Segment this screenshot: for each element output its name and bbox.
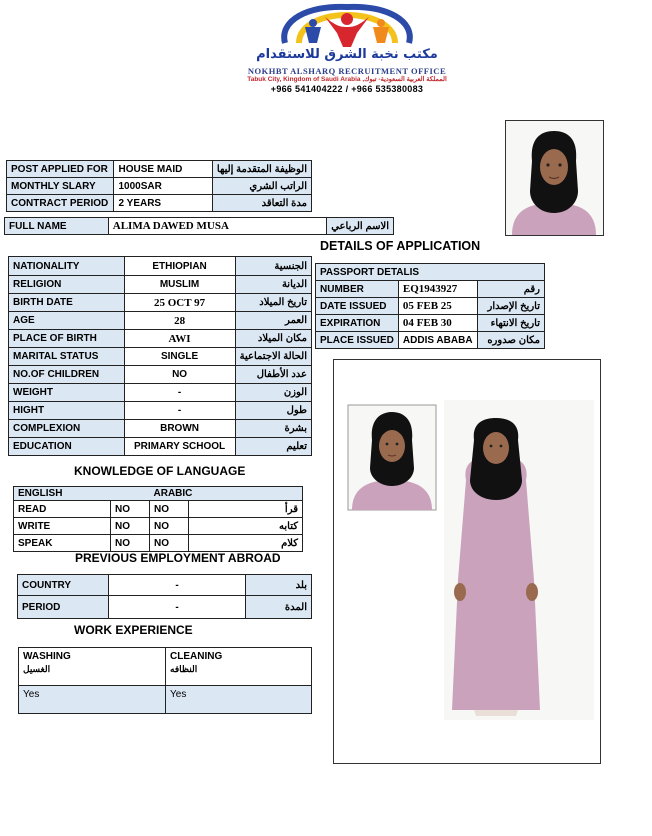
passport-number-value: EQ1943927 (398, 281, 477, 298)
table-row (9, 276, 312, 294)
table-row (18, 596, 312, 619)
full-name-table (4, 217, 394, 235)
office-address: Tabuk City, Kingdom of Saudi Arabia ,المملكة العربية السعودية- تبوك (247, 76, 447, 83)
birth-date-value: 25 OCT 97 (124, 294, 235, 312)
complexion-label-ar: بشرة (235, 420, 311, 438)
table-row (316, 264, 545, 281)
table-row (14, 487, 303, 501)
language-arabic-header: ARABIC (150, 487, 303, 501)
full-name-label-ar: الاسم الرباعي (327, 218, 394, 235)
marital-status-value: SINGLE (124, 348, 235, 366)
table-row (7, 178, 312, 195)
period-label-ar: المدة (246, 596, 312, 619)
birth-date-label-ar: تاريخ الميلاد (235, 294, 311, 312)
post-label: POST APPLIED FOR (7, 161, 114, 178)
table-row (9, 384, 312, 402)
table-row (18, 575, 312, 596)
period-label: PERIOD (18, 596, 109, 619)
contract-label: CONTRACT PERIOD (7, 195, 114, 212)
children-label: NO.OF CHILDREN (9, 366, 125, 384)
table-row (316, 281, 545, 298)
table-row (9, 257, 312, 276)
passport-expiration-label: EXPIRATION (316, 315, 399, 332)
write-arabic: NO (150, 518, 189, 535)
table-row (316, 315, 545, 332)
write-label: WRITE (14, 518, 111, 535)
birth-place-value: AWI (124, 330, 235, 348)
washing-label: WASHING (23, 651, 71, 662)
details-title: DETAILS OF APPLICATION (320, 239, 481, 253)
height-label: HIGHT (9, 402, 125, 420)
employment-title: PREVIOUS EMPLOYMENT ABROAD (75, 551, 281, 565)
employment-table (17, 574, 312, 619)
speak-english: NO (111, 535, 150, 552)
complexion-label: COMPLEXION (9, 420, 125, 438)
portrait-photo (505, 120, 604, 236)
passport-place-label: PLACE ISSUED (316, 332, 399, 349)
write-label-ar: كتابه (189, 518, 303, 535)
age-value: 28 (124, 312, 235, 330)
read-label-ar: قرأ (189, 501, 303, 518)
post-label-ar: الوظيفة المتقدمة إليها (212, 161, 311, 178)
cleaning-label-ar: النظافه (170, 664, 198, 674)
weight-label: WEIGHT (9, 384, 125, 402)
children-value: NO (124, 366, 235, 384)
passport-number-label: NUMBER (316, 281, 399, 298)
table-row (9, 330, 312, 348)
nationality-label: NATIONALITY (9, 257, 125, 276)
washing-label-ar: الغسيل (23, 664, 51, 674)
full-body-image (334, 360, 600, 763)
birth-date-label: BIRTH DATE (9, 294, 125, 312)
nationality-value: ETHIOPIAN (124, 257, 235, 276)
washing-cell (19, 648, 166, 686)
country-label: COUNTRY (18, 575, 109, 596)
cleaning-value: Yes (166, 686, 312, 714)
read-arabic: NO (150, 501, 189, 518)
salary-label-ar: الراتب الشري (212, 178, 311, 195)
weight-label-ar: الوزن (235, 384, 311, 402)
passport-number-label-ar: رقم (477, 281, 544, 298)
country-value: - (109, 575, 246, 596)
weight-value: - (124, 384, 235, 402)
full-name-value: ALIMA DAWED MUSA (108, 218, 326, 235)
passport-title: PASSPORT DETALIS (316, 264, 545, 281)
table-row (14, 501, 303, 518)
contract-value: 2 YEARS (114, 195, 212, 212)
work-title: WORK EXPERIENCE (74, 623, 193, 637)
table-row (9, 294, 312, 312)
passport-place-label-ar: مكان صدوره (477, 332, 544, 349)
logo-emblem-icon (277, 3, 417, 49)
birth-place-label-ar: مكان الميلاد (235, 330, 311, 348)
table-row (9, 438, 312, 456)
speak-arabic: NO (150, 535, 189, 552)
table-row (9, 366, 312, 384)
nationality-label-ar: الجنسية (235, 257, 311, 276)
full-body-photo (333, 359, 601, 764)
contract-label-ar: مدة التعاقد (212, 195, 311, 212)
cleaning-cell (166, 648, 312, 686)
marital-status-label: MARITAL STATUS (9, 348, 125, 366)
complexion-value: BROWN (124, 420, 235, 438)
office-logo (212, 3, 482, 95)
speak-label: SPEAK (14, 535, 111, 552)
post-value: HOUSE MAID (114, 161, 212, 178)
office-phones: +966 541404222 / +966 535380083 (270, 84, 424, 94)
language-english-header: ENGLISH (14, 487, 150, 501)
marital-status-label-ar: الحالة الاجتماعية (235, 348, 311, 366)
religion-label: RELIGION (9, 276, 125, 294)
salary-label: MONTHLY SLARY (7, 178, 114, 195)
personal-details-table (8, 256, 312, 456)
table-row (7, 195, 312, 212)
table-row (7, 161, 312, 178)
read-english: NO (111, 501, 150, 518)
religion-label-ar: الديانة (235, 276, 311, 294)
portrait-image (506, 121, 603, 235)
work-table (18, 647, 312, 714)
washing-value: Yes (19, 686, 166, 714)
table-row (316, 298, 545, 315)
passport-expiration-label-ar: تاريخ الانتهاء (477, 315, 544, 332)
table-row (9, 402, 312, 420)
table-row (9, 312, 312, 330)
education-label-ar: تعليم (235, 438, 311, 456)
passport-place-value: ADDIS ABABA (398, 332, 477, 349)
children-label-ar: عدد الأطفال (235, 366, 311, 384)
religion-value: MUSLIM (124, 276, 235, 294)
salary-value: 1000SAR (114, 178, 212, 195)
write-english: NO (111, 518, 150, 535)
height-value: - (124, 402, 235, 420)
table-row (9, 348, 312, 366)
age-label: AGE (9, 312, 125, 330)
education-value: PRIMARY SCHOOL (124, 438, 235, 456)
birth-place-label: PLACE OF BIRTH (9, 330, 125, 348)
passport-issued-label-ar: تاريخ الإصدار (477, 298, 544, 315)
passport-table (315, 263, 545, 349)
country-label-ar: بلد (246, 575, 312, 596)
age-label-ar: العمر (235, 312, 311, 330)
passport-expiration-value: 04 FEB 30 (398, 315, 477, 332)
speak-label-ar: كلام (189, 535, 303, 552)
read-label: READ (14, 501, 111, 518)
table-row (19, 648, 312, 686)
height-label-ar: طول (235, 402, 311, 420)
table-row (14, 535, 303, 552)
table-row (14, 518, 303, 535)
office-name-english: NOKHBT ALSHARQ RECRUITMENT OFFICE (247, 66, 447, 76)
passport-issued-label: DATE ISSUED (316, 298, 399, 315)
table-row (5, 218, 394, 235)
language-title: KNOWLEDGE OF LANGUAGE (74, 464, 246, 478)
office-name-arabic: مكتب نخبة الشرق للاستقدام (256, 47, 438, 62)
language-table (13, 486, 303, 552)
education-label: EDUCATION (9, 438, 125, 456)
table-row (316, 332, 545, 349)
table-row (19, 686, 312, 714)
position-table (6, 160, 312, 212)
passport-issued-value: 05 FEB 25 (398, 298, 477, 315)
period-value: - (109, 596, 246, 619)
cleaning-label: CLEANING (170, 651, 223, 662)
full-name-label: FULL NAME (5, 218, 109, 235)
table-row (9, 420, 312, 438)
